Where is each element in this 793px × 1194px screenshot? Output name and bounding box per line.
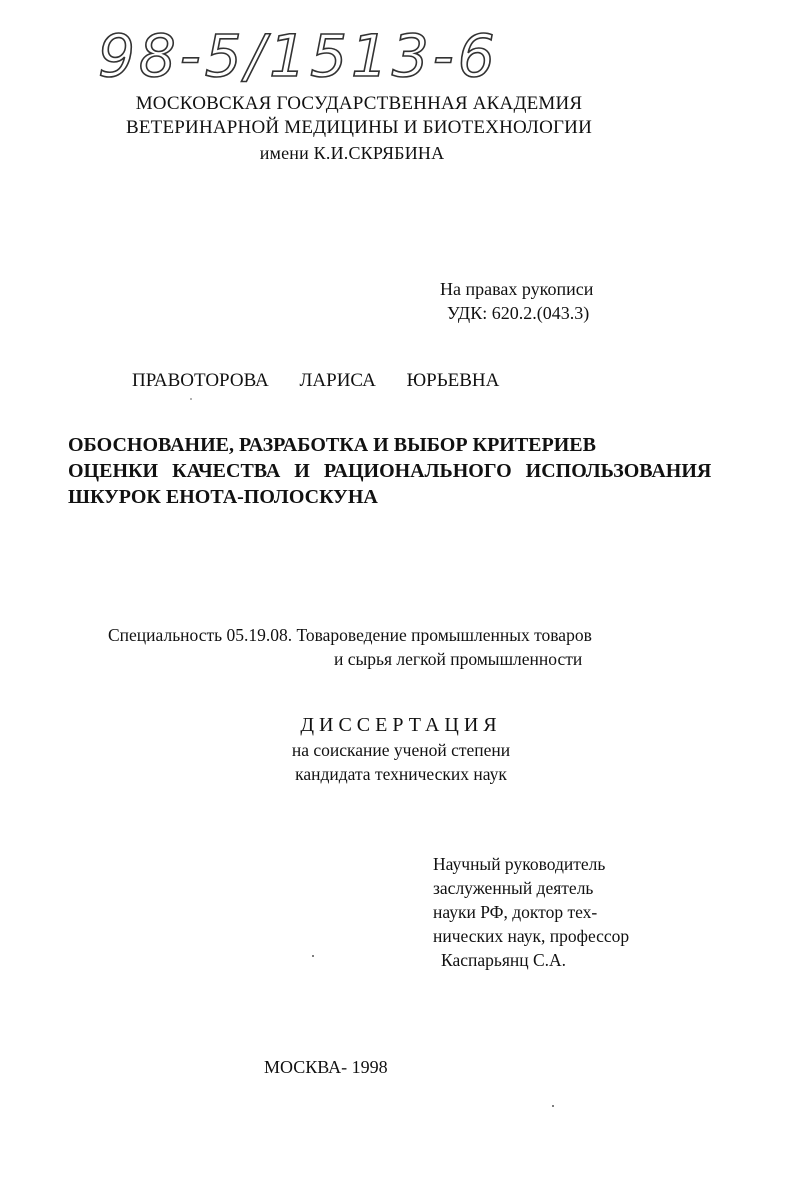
title-line-3: ШКУРОК ЕНОТА-ПОЛОСКУНА [68,486,378,508]
scan-speck [312,955,314,957]
institution-line-3: имени К.И.СКРЯБИНА [259,143,445,163]
institution-line-2: ВЕТЕРИНАРНОЙ МЕДИЦИНЫ И БИОТЕХНОЛОГИИ [125,117,593,138]
scan-speck [190,398,192,400]
specialty-block [108,623,592,671]
scan-speck [552,1105,554,1107]
specialty-line-1: Специальность 05.19.08. Товароведение промышленных товаров [108,625,592,645]
handwritten-number-text: 98-5/1513-6 [98,22,499,90]
handwritten-number-svg [92,14,572,94]
title-line-2: ОЦЕНКИ КАЧЕСТВА И РАЦИОНАЛЬНОГО ИСПОЛЬЗОВАНИЯ [68,460,712,482]
dissertation-line-1: на соискание ученой степени [291,740,511,760]
supervisor-name: Каспарьянц С.А. [441,950,567,970]
dissertation-line-2: кандидата технических наук [295,764,507,784]
supervisor-block [433,852,629,972]
author-name: ПРАВОТОРОВА ЛАРИСА ЮРЬЕВНА [132,370,500,391]
supervisor-line-3: науки РФ, доктор тех- [433,902,598,922]
handwritten-archive-number [92,14,572,94]
dissertation-title [68,432,711,510]
specialty-line-2: и сырья легкой промышленности [334,649,583,669]
supervisor-line-1: Научный руководитель [433,854,606,874]
manuscript-block [440,277,593,325]
institution-line-1: МОСКОВСКАЯ ГОСУДАРСТВЕННАЯ АКАДЕМИЯ [135,93,583,114]
title-line-1: ОБОСНОВАНИЕ, РАЗРАБОТКА И ВЫБОР КРИТЕРИЕВ [68,434,596,456]
udk-code: УДК: 620.2.(043.3) [447,303,590,323]
city-year: МОСКВА- 1998 [264,1057,388,1077]
supervisor-line-4: нических наук, профессор [433,926,630,946]
dissertation-heading: ДИССЕРТАЦИЯ [300,714,502,736]
manuscript-rights: На правах рукописи [440,279,594,299]
supervisor-line-2: заслуженный деятель [433,878,594,898]
